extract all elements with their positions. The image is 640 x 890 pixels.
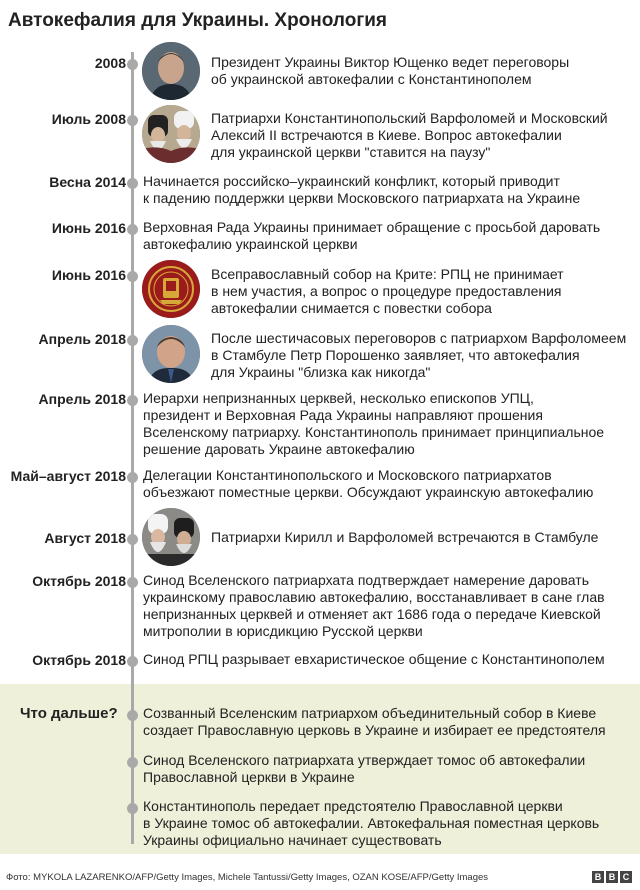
event-date: Июль 2008 (51, 111, 126, 127)
event-date: Октябрь 2018 (32, 652, 126, 668)
timeline-dot (127, 472, 138, 483)
event-date: Октябрь 2018 (32, 573, 126, 589)
timeline-dot (127, 395, 138, 406)
timeline-dot (127, 577, 138, 588)
next-steps-label: Что дальше? (20, 705, 118, 722)
timeline-dot (127, 224, 138, 235)
event-date: 2008 (94, 55, 126, 71)
timeline-dot (127, 534, 138, 545)
event-text: Иерархи непризнанных церквей, несколько епископов УПЦ, президент и Верховная Рада Украины направляют прошения Вселенскому патриарху. Константинополь принимает принципиальное решение даровать Украине автокефалию (143, 390, 605, 457)
event-date: Июнь 2016 (51, 220, 126, 236)
poroshenko-portrait-icon (142, 325, 200, 383)
event-text: Синод РПЦ разрывает евхаристическое общение с Константинополем (143, 651, 605, 667)
event-date: Июнь 2016 (51, 267, 126, 283)
event-text: Делегации Константинопольского и Московского патриархатов объезжают поместные церкви. Обсуждают украинскую автокефалию (143, 467, 594, 500)
patriarchs-bartholomew-alexy-icon (142, 105, 200, 163)
page-title: Автокефалия для Украины. Хронология (8, 10, 388, 31)
event-date: Апрель 2018 (38, 391, 126, 407)
bbc-logo (592, 871, 632, 883)
next-step-text: Синод Вселенского патриархата утверждает томос об автокефалии Православной церкви в Украине (143, 752, 586, 785)
photo-credits: Фото: MYKOLA LAZARENKO/AFP/Getty Images, Michele Tantussi/Getty Images, OZAN KOSE/AFP/Getty Images (6, 872, 489, 883)
timeline-dot (127, 59, 138, 70)
event-text: Синод Вселенского патриархата подтверждает намерение даровать украинскому православию автокефалию, восстанавливает в сане глав непризнанных церквей и отменяет акт 1686 года о передаче Киевской митрополии в юрисдикцию Русской церкви (143, 572, 605, 639)
event-text: Патриархи Константинопольский Варфоломей и Московский Алексий II встречаются в Киеве. Вопрос автокефалии для украинской церкви "ставится на паузу" (211, 110, 608, 160)
event-date: Весна 2014 (49, 174, 126, 190)
event-date: Апрель 2018 (38, 331, 126, 347)
event-text: После шестичасовых переговоров с патриархом Варфоломеем в Стамбуле Петр Порошенко заявляет, что автокефалия для Украины "близка как никогда" (211, 330, 627, 380)
event-text: Всеправославный собор на Крите: РПЦ не принимает в нем участия, а вопрос о процедуре предоставления автокефалии снимается с повестки собора (211, 266, 564, 316)
next-step-text: Созванный Вселенским патриархом объединительный собор в Киеве создает Православную церковь в Украине и избирает ее предстоятеля (143, 705, 606, 738)
timeline-dot (127, 115, 138, 126)
timeline-dot (127, 757, 138, 768)
event-date: Май–август 2018 (10, 468, 126, 484)
patriarchs-kirill-bartholomew-icon (142, 508, 200, 566)
timeline-dot (127, 710, 138, 721)
bbc-logo-letter: C (620, 871, 632, 883)
event-text: Президент Украины Виктор Ющенко ведет переговоры об украинской автокефалии с Константинополем (211, 54, 570, 87)
bbc-logo-letter: B (606, 871, 618, 883)
event-text: Патриархи Кирилл и Варфоломей встречаются в Стамбуле (211, 529, 599, 545)
bbc-logo-letter: B (592, 871, 604, 883)
event-text: Начинается российско–украинский конфликт, который приводит к падению поддержки церкви Московского патриархата на Украине (143, 173, 581, 206)
timeline-axis (131, 52, 134, 844)
event-date: Август 2018 (44, 530, 126, 546)
yushchenko-portrait-icon (142, 42, 200, 100)
council-emblem-icon (142, 260, 200, 318)
next-step-text: Константинополь передает предстоятелю Православной церкви в Украине томос об автокефалии. Автокефальная поместная церковь Украины официально начинает существовать (143, 798, 600, 848)
event-text: Верховная Рада Украины принимает обращение с просьбой даровать автокефалию украинской церкви (143, 219, 601, 252)
timeline-dot (127, 178, 138, 189)
timeline-dot (127, 656, 138, 667)
timeline-dot (127, 271, 138, 282)
timeline-dot (127, 335, 138, 346)
timeline-dot (127, 803, 138, 814)
